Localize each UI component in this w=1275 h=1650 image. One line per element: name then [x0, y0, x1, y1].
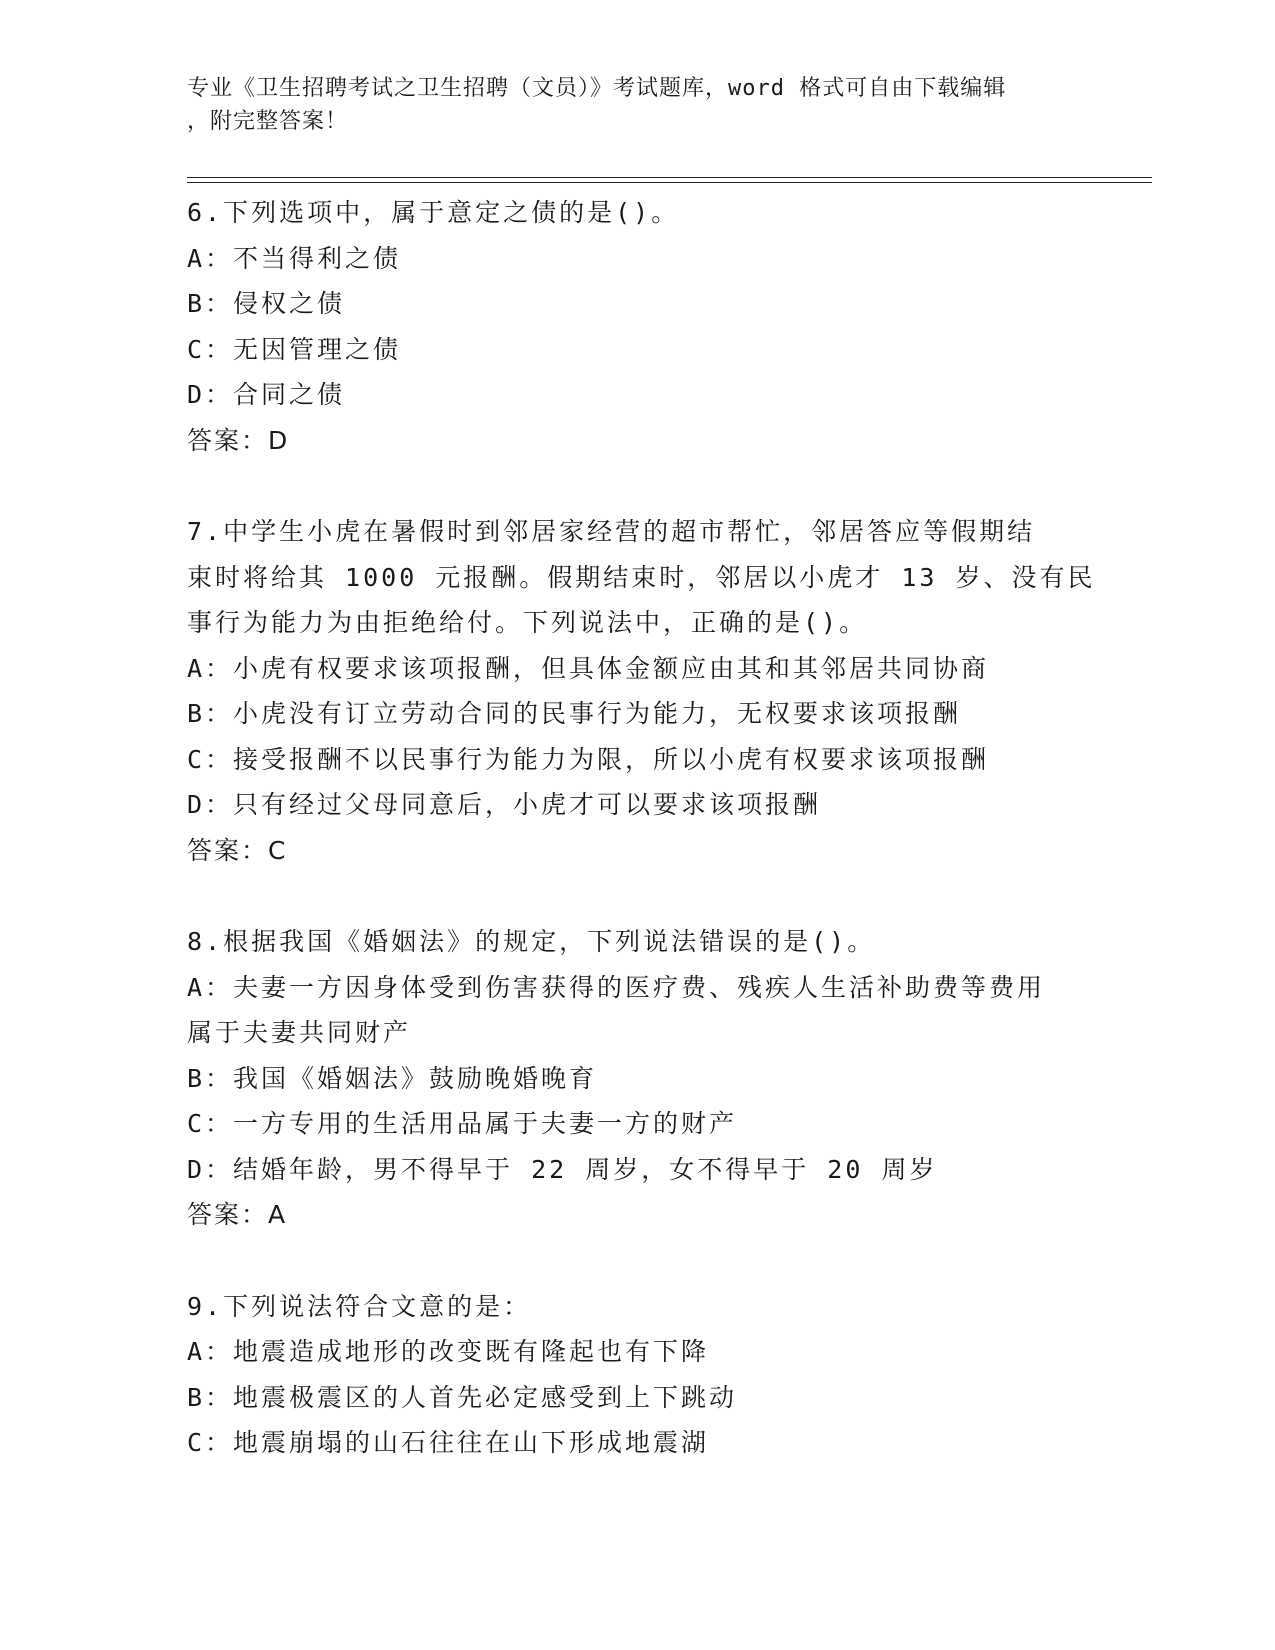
option-c: C：无因管理之债 [187, 334, 402, 364]
option-b: B：侵权之债 [187, 289, 346, 318]
option-d: D：合同之债 [187, 380, 346, 409]
header-line-2: ，附完整答案！ [187, 109, 349, 134]
option-a: A：地震造成地形的改变既有隆起也有下降 [187, 1337, 710, 1366]
option-a: A：夫妻一方因身体受到伤害获得的医疗费、残疾人生活补助费等费用 [187, 972, 1046, 1002]
answer: 答案：A [187, 1200, 288, 1229]
option-d: D：结婚年龄，男不得早于 22 周岁，女不得早于 20 周岁 [187, 1154, 938, 1184]
question-stem: 束时将给其 1000 元报酬。假期结束时，邻居以小虎才 13 岁、没有民 [187, 562, 1096, 592]
option-c: C：地震崩塌的山石往往在山下形成地震湖 [187, 1428, 710, 1457]
spacer [187, 1238, 1087, 1284]
option-a-continued: 属于夫妻共同财产 [187, 1018, 412, 1047]
question-stem: 事行为能力为由拒绝给付。下列说法中，正确的是()。 [187, 608, 868, 637]
answer: 答案：C [187, 835, 288, 865]
question-stem: 9.下列说法符合文意的是： [187, 1291, 532, 1321]
question-9 [187, 1284, 1087, 1466]
option-c: C：接受报酬不以民事行为能力为限，所以小虎有权要求该项报酬 [187, 744, 990, 774]
option-a: A：不当得利之债 [187, 243, 402, 273]
header-rule-top [187, 177, 1152, 178]
question-6 [187, 190, 1087, 463]
option-d: D：只有经过父母同意后，小虎才可以要求该项报酬 [187, 790, 822, 819]
option-b: B：地震极震区的人首先必定感受到上下跳动 [187, 1382, 738, 1412]
option-b: B：我国《婚姻法》鼓励晚婚晚育 [187, 1063, 598, 1093]
question-stem: 6.下列选项中，属于意定之债的是()。 [187, 198, 680, 227]
answer: 答案：D [187, 425, 290, 455]
question-8 [187, 919, 1087, 1238]
spacer [187, 873, 1087, 919]
option-b: B：小虎没有订立劳动合同的民事行为能力，无权要求该项报酬 [187, 699, 962, 728]
header-rule-bottom [187, 182, 1152, 183]
document-header [187, 72, 1067, 138]
question-stem: 7.中学生小虎在暑假时到邻居家经营的超市帮忙，邻居答应等假期结 [187, 517, 1036, 546]
option-a: A：小虎有权要求该项报酬，但具体金额应由其和其邻居共同协商 [187, 653, 990, 683]
option-c: C：一方专用的生活用品属于夫妻一方的财产 [187, 1109, 738, 1138]
question-7 [187, 509, 1096, 873]
question-stem: 8.根据我国《婚姻法》的规定，下列说法错误的是()。 [187, 927, 876, 956]
question-list [187, 190, 1096, 1466]
header-line-1: 专业《卫生招聘考试之卫生招聘（文员）》考试题库，word 格式可自由下载编辑 [187, 76, 1007, 101]
spacer [187, 463, 1087, 509]
